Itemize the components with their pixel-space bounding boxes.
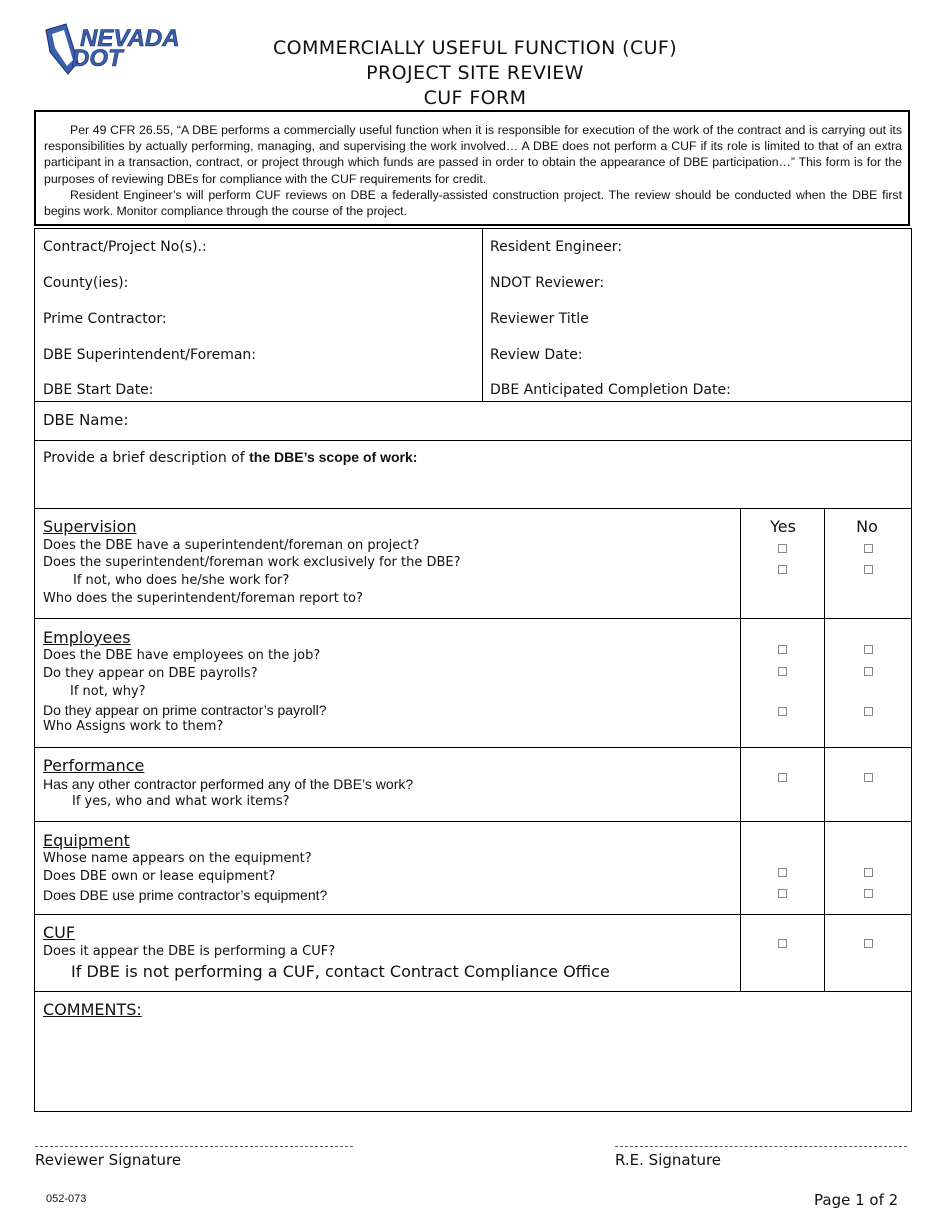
completion-date-field[interactable]: DBE Anticipated Completion Date: [490, 382, 731, 398]
section-employees-title: Employees [43, 628, 131, 647]
resident-engineer-field[interactable]: Resident Engineer: [490, 239, 623, 255]
supervision-q2-no-checkbox[interactable] [864, 565, 873, 574]
divider [35, 747, 911, 748]
form-number: 052-073 [46, 1193, 87, 1205]
divider [740, 508, 741, 991]
divider [35, 440, 911, 441]
divider [824, 508, 825, 991]
supervision-question: Who does the superintendent/foreman report to? [43, 591, 363, 606]
scope-label-bold: the DBE’s scope of work: [249, 449, 418, 465]
re-signature-line[interactable] [615, 1146, 907, 1147]
performance-question: If yes, who and what work items? [72, 794, 290, 809]
employees-question: Does the DBE have employees on the job? [43, 648, 321, 663]
contract-project-field[interactable]: Contract/Project No(s).: [43, 239, 207, 255]
divider [35, 821, 911, 822]
scope-of-work-field[interactable] [43, 449, 417, 466]
reviewer-title-field[interactable]: Reviewer Title [490, 311, 589, 327]
employees-question: Who Assigns work to them? [43, 719, 224, 734]
cuf-notice: If DBE is not performing a CUF, contact Contract Compliance Office [71, 962, 610, 981]
supervision-q2-yes-checkbox[interactable] [778, 565, 787, 574]
reviewer-signature-label: Reviewer Signature [35, 1151, 182, 1169]
equipment-q3-yes-checkbox[interactable] [778, 889, 787, 898]
equipment-q3-no-checkbox[interactable] [864, 889, 873, 898]
divider [35, 991, 911, 992]
employees-q4-yes-checkbox[interactable] [778, 707, 787, 716]
equipment-question: Does DBE own or lease equipment? [43, 869, 276, 884]
employees-q1-no-checkbox[interactable] [864, 645, 873, 654]
employees-q4-no-checkbox[interactable] [864, 707, 873, 716]
prime-contractor-field[interactable]: Prime Contractor: [43, 311, 167, 327]
employees-q1-yes-checkbox[interactable] [778, 645, 787, 654]
section-supervision-title: Supervision [43, 517, 137, 536]
employees-q2-yes-checkbox[interactable] [778, 667, 787, 676]
re-signature-label: R.E. Signature [615, 1151, 722, 1169]
section-cuf-title: CUF [43, 923, 76, 942]
scope-label: Provide a brief description of [43, 450, 245, 466]
supervision-question: If not, who does he/she work for? [73, 573, 290, 588]
dbe-superintendent-field[interactable]: DBE Superintendent/Foreman: [43, 347, 257, 363]
form-grid [34, 228, 912, 1112]
cuf-question: Does it appear the DBE is performing a CUF? [43, 944, 336, 959]
employees-question: Do they appear on DBE payrolls? [43, 666, 258, 681]
cuf-no-checkbox[interactable] [864, 939, 873, 948]
divider [35, 618, 911, 619]
page-number: Page 1 of 2 [814, 1191, 899, 1209]
section-equipment-title: Equipment [43, 831, 130, 850]
equipment-question: Does DBE use prime contractor’s equipment? [43, 887, 328, 903]
svg-text:DOT: DOT [72, 45, 123, 72]
yes-column-header: Yes [770, 517, 796, 536]
no-column-header: No [856, 517, 878, 536]
intro-paragraph-1: Per 49 CFR 26.55, “A DBE performs a commercially useful function when it is responsible for execution of the work of the contract and is carrying out its responsibilities by actually performing, managing, and supervising the work involved… A DBE does not perform a CUF if its role is limited to that of an extra participant in a transaction, contract, or project through which funds are passed in order to obtain the appearance of DBE participation…” This form is for the purposes of reviewing DBEs for compliance with the CUF requirements for credit. [44, 123, 902, 186]
supervision-question: Does the DBE have a superintendent/foreman on project? [43, 538, 420, 553]
comments-field[interactable] [43, 1024, 903, 1104]
employees-question: If not, why? [70, 684, 146, 699]
employees-question: Do they appear on prime contractor’s payroll? [43, 702, 327, 718]
supervision-question: Does the superintendent/foreman work exclusively for the DBE? [43, 555, 461, 570]
performance-no-checkbox[interactable] [864, 773, 873, 782]
nevada-dot-logo [40, 22, 222, 76]
title-line-3: CUF FORM [423, 87, 527, 109]
dbe-start-date-field[interactable]: DBE Start Date: [43, 382, 154, 398]
form-title [200, 36, 750, 111]
ndot-reviewer-field[interactable]: NDOT Reviewer: [490, 275, 605, 291]
cuf-yes-checkbox[interactable] [778, 939, 787, 948]
review-date-field[interactable]: Review Date: [490, 347, 583, 363]
intro-paragraph-2: Resident Engineer’s will perform CUF reviews on DBE a federally-assisted construction project. The review should be conducted when the DBE first begins work. Monitor compliance through the course of the project. [44, 187, 902, 219]
supervision-q1-yes-checkbox[interactable] [778, 544, 787, 553]
title-line-1: COMMERCIALLY USEFUL FUNCTION (CUF) [272, 37, 678, 59]
performance-question: Has any other contractor performed any of the DBE’s work? [43, 776, 414, 792]
section-performance-title: Performance [43, 756, 145, 775]
county-field[interactable]: County(ies): [43, 275, 129, 291]
equipment-question: Whose name appears on the equipment? [43, 851, 312, 866]
divider [35, 508, 911, 509]
intro-box [34, 110, 910, 226]
employees-q2-no-checkbox[interactable] [864, 667, 873, 676]
divider [482, 229, 483, 401]
equipment-q2-no-checkbox[interactable] [864, 868, 873, 877]
dbe-name-field[interactable]: DBE Name: [43, 411, 129, 429]
divider [35, 914, 911, 915]
divider [35, 401, 911, 402]
svg-text:NEVADA: NEVADA [80, 25, 180, 52]
comments-label: COMMENTS: [43, 1000, 142, 1019]
supervision-q1-no-checkbox[interactable] [864, 544, 873, 553]
title-line-2: PROJECT SITE REVIEW [366, 62, 584, 84]
equipment-q2-yes-checkbox[interactable] [778, 868, 787, 877]
performance-yes-checkbox[interactable] [778, 773, 787, 782]
reviewer-signature-line[interactable] [35, 1146, 353, 1147]
